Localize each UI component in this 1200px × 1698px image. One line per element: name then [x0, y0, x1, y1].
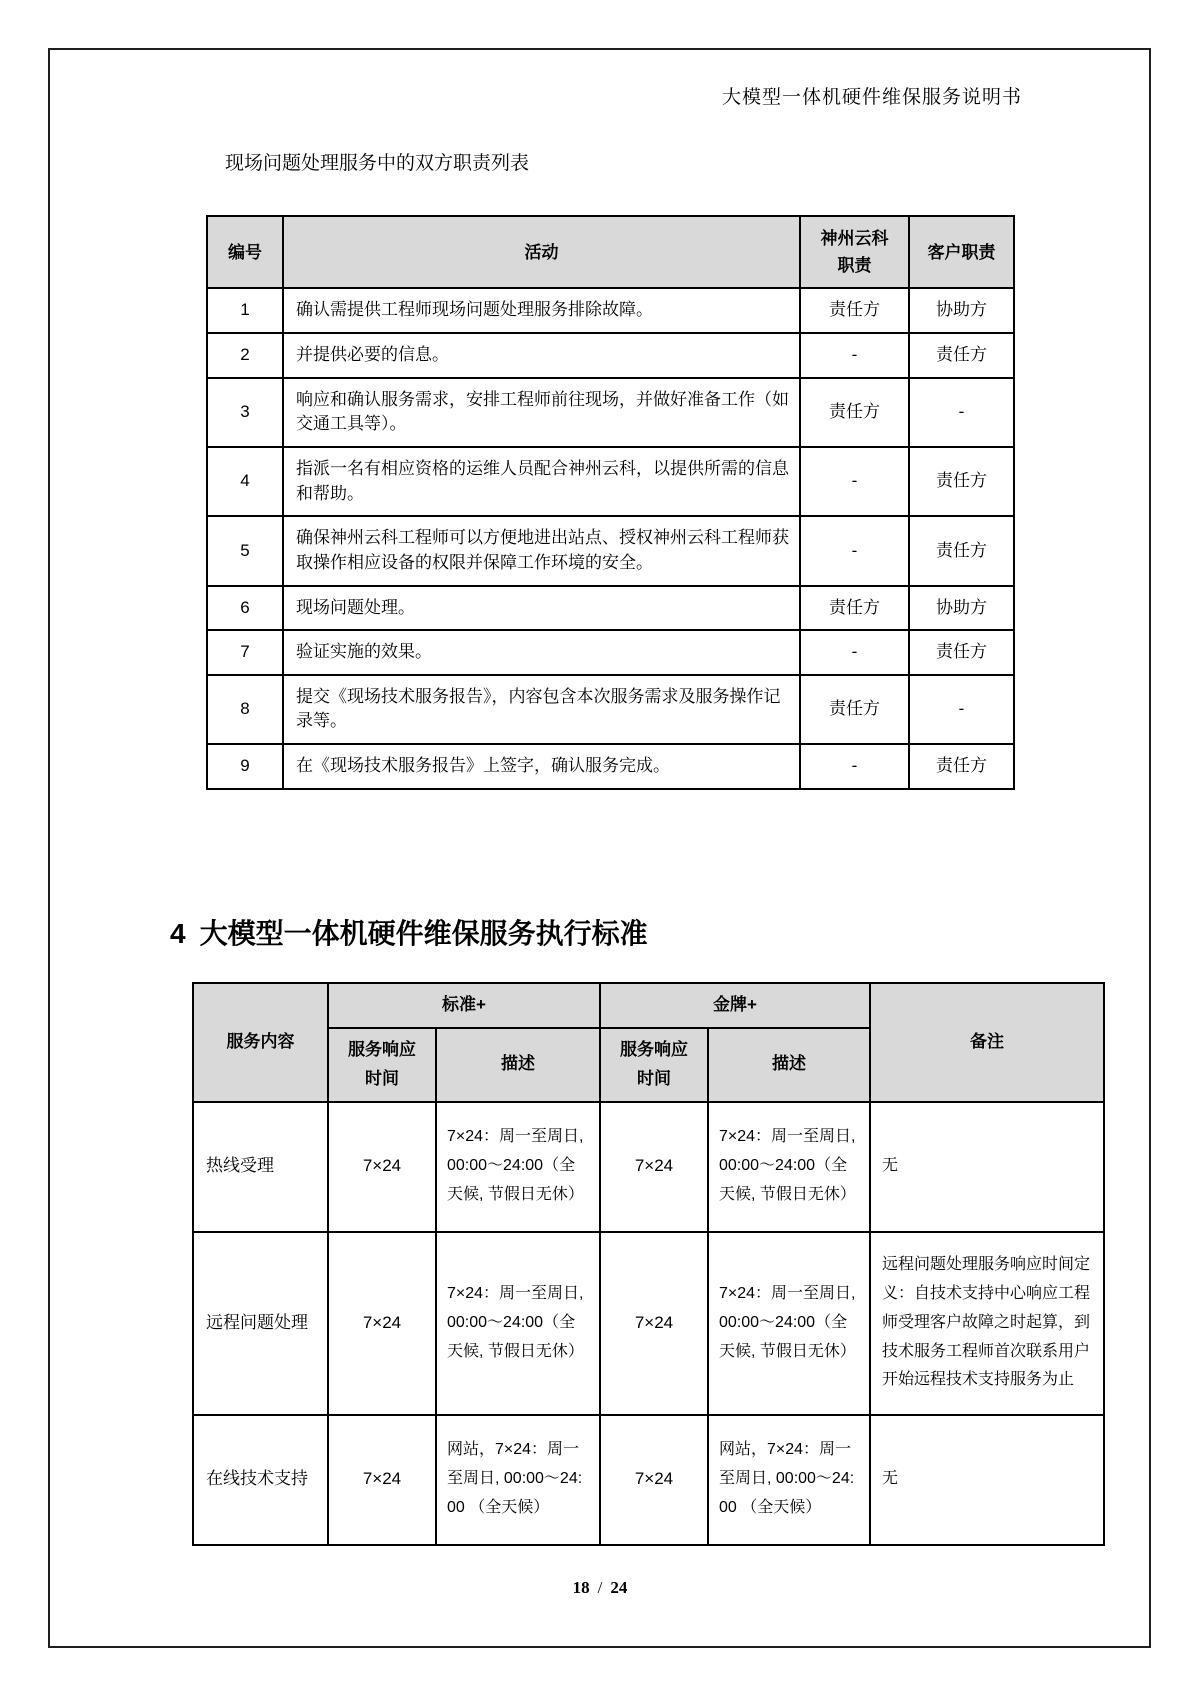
cell-customer-role: 责任方: [909, 744, 1014, 789]
cell-activity: 验证实施的效果。: [283, 630, 800, 675]
column-header-vendor: [800, 216, 909, 288]
cell-gold-time: 7×24: [600, 1102, 708, 1232]
footer-page-number: 18: [572, 1578, 590, 1597]
cell-vendor-role: -: [800, 744, 909, 789]
cell-vendor-role: 责任方: [800, 586, 909, 631]
cell-no: 5: [207, 516, 283, 585]
column-header-response-line2: 时间: [637, 1068, 671, 1088]
cell-no: 9: [207, 744, 283, 789]
cell-std-time: 7×24: [328, 1415, 436, 1545]
column-header-response-line2: 时间: [365, 1068, 399, 1088]
column-header-service: 服务内容: [193, 983, 328, 1102]
cell-vendor-role: -: [800, 516, 909, 585]
cell-vendor-role: 责任方: [800, 378, 909, 447]
cell-customer-role: 责任方: [909, 516, 1014, 585]
column-header-activity: 活动: [283, 216, 800, 288]
table-row: [207, 675, 1014, 744]
cell-service: 远程问题处理: [193, 1232, 328, 1415]
column-header-gold-desc: 描述: [708, 1028, 870, 1102]
cell-vendor-role: -: [800, 447, 909, 516]
column-header-vendor-line2: 职责: [837, 256, 872, 276]
table-caption: 现场问题处理服务中的双方职责列表: [225, 153, 530, 174]
column-header-standard-plus: 标准+: [328, 983, 600, 1028]
table-row: [207, 333, 1014, 378]
section-heading: [170, 912, 648, 952]
cell-no: 6: [207, 586, 283, 631]
cell-customer-role: -: [909, 378, 1014, 447]
standards-table: [192, 982, 1105, 1546]
cell-activity: 在《现场技术服务报告》上签字，确认服务完成。: [283, 744, 800, 789]
column-header-customer: 客户职责: [909, 216, 1014, 288]
cell-gold-desc: 7×24：周一至周日, 00:00～24:00（全天候, 节假日无休）: [708, 1232, 870, 1415]
responsibility-table: [206, 215, 1015, 790]
cell-std-time: 7×24: [328, 1232, 436, 1415]
footer-page-total: 24: [610, 1578, 628, 1597]
cell-service: 热线受理: [193, 1102, 328, 1232]
table-row: [207, 447, 1014, 516]
column-header-vendor-line1: 神州云科: [820, 229, 889, 248]
table-row: [193, 1415, 1104, 1545]
cell-customer-role: 协助方: [909, 586, 1014, 631]
cell-std-desc: 7×24：周一至周日, 00:00～24:00（全天候, 节假日无休）: [436, 1102, 600, 1232]
column-header-std-desc: 描述: [436, 1028, 600, 1102]
table-row: [207, 288, 1014, 333]
table-row: [193, 1102, 1104, 1232]
cell-customer-role: -: [909, 675, 1014, 744]
page-footer: [0, 1578, 1200, 1598]
table-header-row-tiers: [193, 983, 1104, 1028]
column-header-gold-response-time: [600, 1028, 708, 1102]
cell-no: 4: [207, 447, 283, 516]
cell-activity: 确保神州云科工程师可以方便地进出站点、授权神州云科工程师获取操作相应设备的权限并保障工作环境的安全。: [283, 516, 800, 585]
cell-gold-desc: 网站，7×24：周一至周日, 00:00～24:00 （全天候）: [708, 1415, 870, 1545]
column-header-no: 编号: [207, 216, 283, 288]
cell-remark: 无: [870, 1415, 1104, 1545]
column-header-response-line1: 服务响应: [620, 1039, 688, 1059]
footer-separator: /: [597, 1578, 603, 1597]
table-row: [193, 1232, 1104, 1415]
cell-activity: 指派一名有相应资格的运维人员配合神州云科，以提供所需的信息和帮助。: [283, 447, 800, 516]
table-row: [207, 378, 1014, 447]
cell-no: 8: [207, 675, 283, 744]
section-title: 大模型一体机硬件维保服务执行标准: [199, 918, 648, 949]
column-header-std-response-time: [328, 1028, 436, 1102]
column-header-remark: 备注: [870, 983, 1104, 1102]
cell-service: 在线技术支持: [193, 1415, 328, 1545]
page-header-title: 大模型一体机硬件维保服务说明书: [721, 87, 1022, 108]
cell-activity: 并提供必要的信息。: [283, 333, 800, 378]
cell-std-time: 7×24: [328, 1102, 436, 1232]
table-row: [207, 586, 1014, 631]
column-header-gold-plus: 金牌+: [600, 983, 870, 1028]
cell-activity: 响应和确认服务需求，安排工程师前往现场，并做好准备工作（如交通工具等）。: [283, 378, 800, 447]
cell-remark: 无: [870, 1102, 1104, 1232]
cell-activity: 确认需提供工程师现场问题处理服务排除故障。: [283, 288, 800, 333]
cell-no: 2: [207, 333, 283, 378]
cell-gold-time: 7×24: [600, 1232, 708, 1415]
cell-activity: 提交《现场技术服务报告》，内容包含本次服务需求及服务操作记录等。: [283, 675, 800, 744]
cell-vendor-role: -: [800, 630, 909, 675]
cell-activity: 现场问题处理。: [283, 586, 800, 631]
cell-no: 7: [207, 630, 283, 675]
cell-vendor-role: -: [800, 333, 909, 378]
cell-no: 1: [207, 288, 283, 333]
table-row: [207, 630, 1014, 675]
cell-std-desc: 网站，7×24：周一至周日, 00:00～24:00 （全天候）: [436, 1415, 600, 1545]
cell-vendor-role: 责任方: [800, 675, 909, 744]
cell-std-desc: 7×24：周一至周日, 00:00～24:00（全天候, 节假日无休）: [436, 1232, 600, 1415]
table-row: [207, 744, 1014, 789]
cell-customer-role: 责任方: [909, 630, 1014, 675]
cell-no: 3: [207, 378, 283, 447]
cell-customer-role: 责任方: [909, 333, 1014, 378]
cell-customer-role: 协助方: [909, 288, 1014, 333]
cell-gold-time: 7×24: [600, 1415, 708, 1545]
cell-vendor-role: 责任方: [800, 288, 909, 333]
column-header-response-line1: 服务响应: [348, 1039, 416, 1059]
table-row: [207, 516, 1014, 585]
cell-remark: 远程问题处理服务响应时间定义：自技术支持中心响应工程师受理客户故障之时起算，到技术服务工程师首次联系用户开始远程技术支持服务为止: [870, 1232, 1104, 1415]
cell-gold-desc: 7×24：周一至周日, 00:00～24:00（全天候, 节假日无休）: [708, 1102, 870, 1232]
cell-customer-role: 责任方: [909, 447, 1014, 516]
table-header-row: [207, 216, 1014, 288]
section-number: 4: [170, 918, 186, 949]
